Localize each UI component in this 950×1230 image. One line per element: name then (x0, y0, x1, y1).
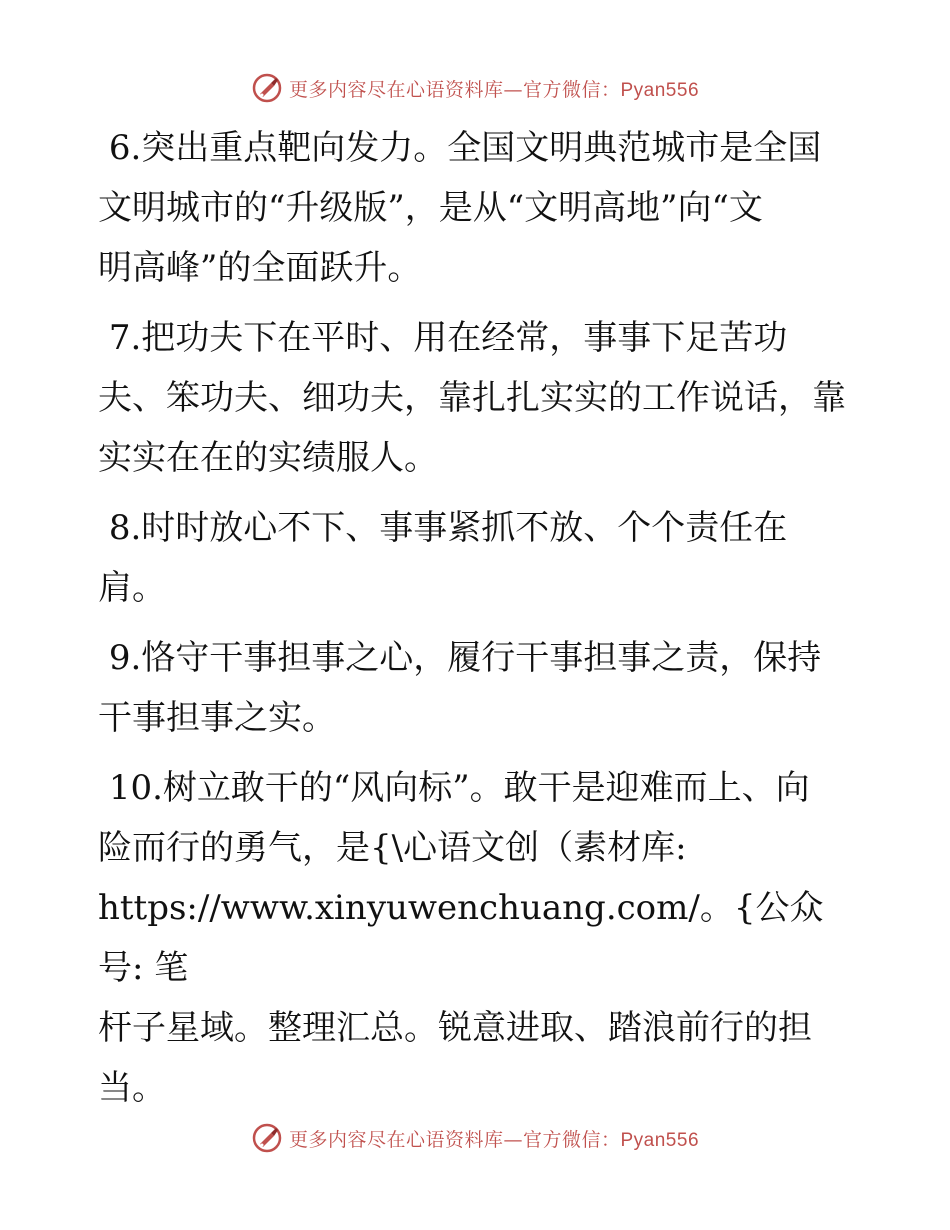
wechat-id: Pyan556 (620, 1129, 700, 1151)
line: 6.突出重点靶向发力。全国文明典范城市是全国 (98, 128, 822, 168)
paragraph-6 (98, 118, 858, 298)
paragraph-8 (98, 498, 858, 618)
footer-banner (0, 1122, 950, 1154)
document-body (98, 118, 858, 1128)
line: 当。 (98, 1068, 166, 1108)
wechat-id: Pyan556 (620, 79, 700, 101)
paragraph-10 (98, 758, 858, 1118)
paragraph-7 (98, 308, 858, 488)
pen-nib-logo-icon (251, 1122, 283, 1154)
line: 肩。 (98, 568, 166, 608)
line: 险而行的勇气，是{\心语文创（素材库: (98, 828, 687, 868)
line: 实实在在的实绩服人。 (98, 438, 438, 478)
header-banner (0, 72, 950, 104)
line: 明高峰”的全面跃升。 (98, 248, 422, 288)
line: 夫、笨功夫、细功夫，靠扎扎实实的工作说话，靠 (98, 378, 846, 418)
line: 干事担事之实。 (98, 698, 336, 738)
banner-text: 更多内容尽在心语资料库—官方微信：Pyan556 (288, 1128, 700, 1151)
paragraph-9 (98, 628, 858, 748)
banner-text: 更多内容尽在心语资料库—官方微信：Pyan556 (288, 78, 700, 101)
line: 9.恪守干事担事之心，履行干事担事之责，保持 (98, 638, 822, 678)
pen-nib-logo-icon (251, 72, 283, 104)
line: 10.树立敢干的“风向标”。敢干是迎难而上、向 (98, 768, 810, 808)
line: 文明城市的“升级版”，是从“文明高地”向“文 (98, 188, 763, 228)
line: https://www.xinyuwenchuang.com/。{公众号: 笔 (98, 888, 824, 988)
line: 7.把功夫下在平时、用在经常，事事下足苦功 (98, 318, 788, 358)
line: 杆子星域。整理汇总。锐意进取、踏浪前行的担 (98, 1008, 812, 1048)
line: 8.时时放心不下、事事紧抓不放、个个责任在 (98, 508, 788, 548)
